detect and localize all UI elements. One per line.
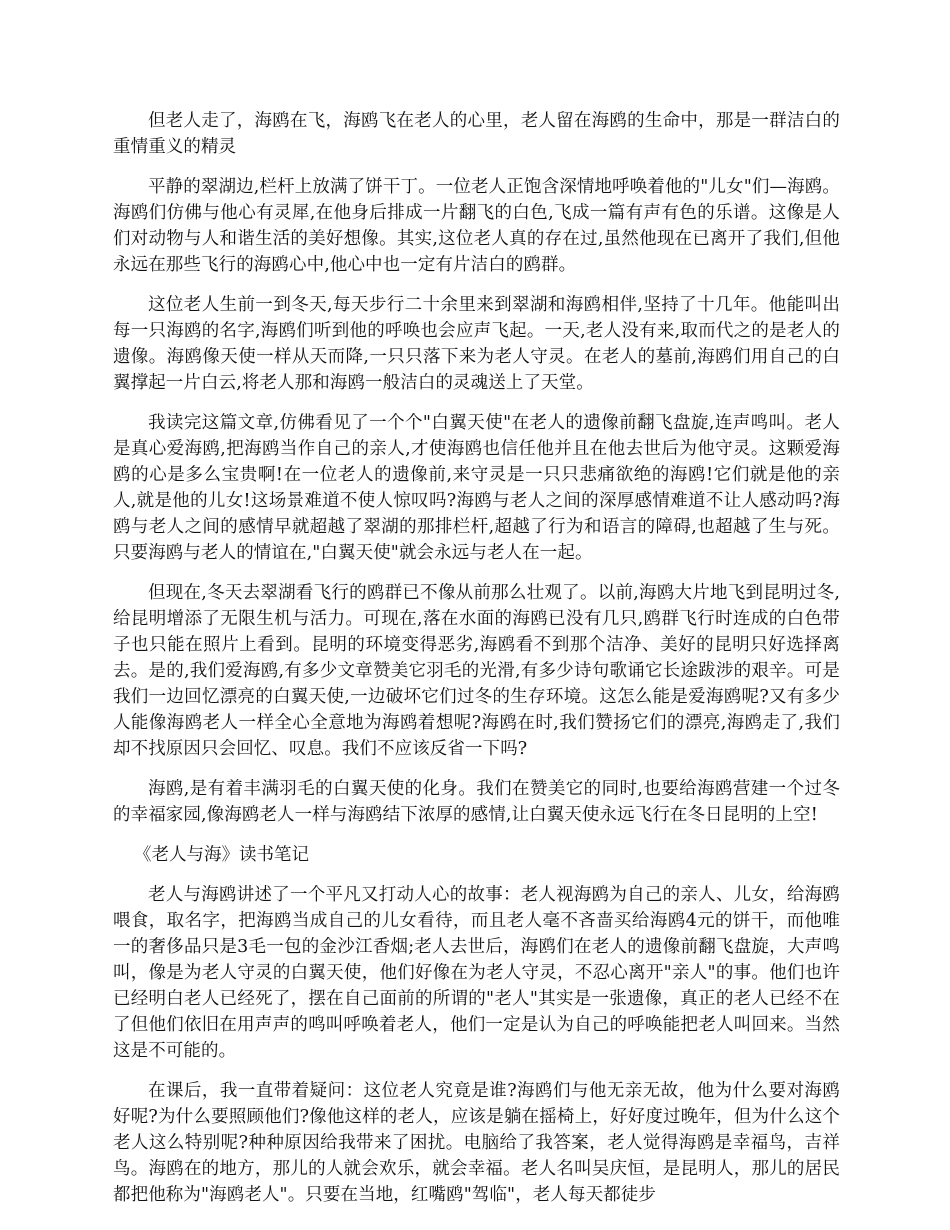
section-heading: 《老人与海》读书笔记 <box>134 845 309 865</box>
paragraph-1: 但老人走了，海鸥在飞，海鸥飞在老人的心里，老人留在海鸥的生命中，那是一群洁白的重情重义的精灵 <box>113 111 840 157</box>
paragraph-8: 在课后，我一直带着疑问：这位老人究竟是谁?海鸥们与他无亲无故，他为什么要对海鸥好呢?为什么要照顾他们?像他这样的老人，应该是躺在摇椅上，好好度过晚年，但为什么这个老人这么特别呢?种种原因给我带来了困扰。电脑给了我答案，老人觉得海鸥是幸福鸟，吉祥鸟。海鸥在的地方，那儿的人就会欢乐，就会幸福。老人名叫吴庆恒，是昆明人，那儿的居民都把他称为"海鸥老人"。只要在当地，红嘴鸥"驾临"，老人每天都徒步 <box>113 1081 840 1205</box>
paragraph-4: 我读完这篇文章,仿佛看见了一个个"白翼天使"在老人的遗像前翻飞盘旋,连声鸣叫。老人是真心爱海鸥,把海鸥当作自己的亲人,才使海鸥也信任他并且在他去世后为他守灵。这颗爱海鸥的心是多么宝贵啊!在一位老人的遗像前,来守灵是一只只悲痛欲绝的海鸥!它们就是他的亲人,就是他的儿女!这场景难道不使人惊叹吗?海鸥与老人之间的深厚感情难道不让人感动吗?海鸥与老人之间的感情早就超越了翠湖的那排栏杆,超越了行为和语言的障碍,也超越了生与死。只要海鸥与老人的情谊在,"白翼天使"就会永远与老人在一起。 <box>113 413 840 563</box>
paragraph-2: 平静的翠湖边,栏杆上放满了饼干丁。一位老人正饱含深情地呼唤着他的"儿女"们—海鸥。海鸥们仿佛与他心有灵犀,在他身后排成一片翻飞的白色,飞成一篇有声有色的乐谱。这像是人们对动物与人和谐生活的美好想像。其实,这位老人真的存在过,虽然他现在已离开了我们,但他永远在那些飞行的海鸥心中,他心中也一定有片洁白的鸥群。 <box>113 177 840 275</box>
paragraph-5: 但现在,冬天去翠湖看飞行的鸥群已不像从前那么壮观了。以前,海鸥大片地飞到昆明过冬,给昆明增添了无限生机与活力。可现在,落在水面的海鸥已没有几只,鸥群飞行时连成的白色带子也只能在照片上看到。昆明的环境变得恶劣,海鸥看不到那个洁净、美好的昆明只好选择离去。是的,我们爱海鸥,有多少文章赞美它羽毛的光滑,有多少诗句歌诵它长途跋涉的艰辛。可是我们一边回忆漂亮的白翼天使,一边破坏它们过冬的生存环境。这怎么能是爱海鸥呢?又有多少人能像海鸥老人一样全心全意地为海鸥着想呢?海鸥在时,我们赞扬它们的漂亮,海鸥走了,我们却不找原因只会回忆、叹息。我们不应该反省一下吗? <box>113 583 840 759</box>
paragraph-3: 这位老人生前一到冬天,每天步行二十余里来到翠湖和海鸥相伴,坚持了十几年。他能叫出每一只海鸥的名字,海鸥们听到他的呼唤也会应声飞起。一天,老人没有来,取而代之的是老人的遗像。海鸥像天使一样从天而降,一只只落下来为老人守灵。在老人的墓前,海鸥们用自己的白翼撑起一片白云,将老人那和海鸥一般洁白的灵魂送上了天堂。 <box>113 295 840 393</box>
paragraph-6: 海鸥,是有着丰满羽毛的白翼天使的化身。我们在赞美它的同时,也要给海鸥营建一个过冬的幸福家园,像海鸥老人一样与海鸥结下浓厚的感情,让白翼天使永远飞行在冬日昆明的上空! <box>113 779 840 825</box>
paragraph-7: 老人与海鸥讲述了一个平凡又打动人心的故事：老人视海鸥为自己的亲人、儿女，给海鸥喂食，取名字，把海鸥当成自己的儿女看待，而且老人毫不吝啬买给海鸥4元的饼干，而他唯一的奢侈品只是3毛一包的金沙江香烟;老人去世后，海鸥们在老人的遗像前翻飞盘旋，大声鸣叫，像是为老人守灵的白翼天使，他们好像在为老人守灵，不忍心离开"亲人"的事。他们也许已经明白老人已经死了，摆在自己面前的所谓的"老人"其实是一张遗像，真正的老人已经不在了但他们依旧在用声声的鸣叫呼唤着老人，他们一定是认为自己的呼唤能把老人叫回来。当然这是不可能的。 <box>113 885 840 1061</box>
document-body <box>113 108 840 1222</box>
